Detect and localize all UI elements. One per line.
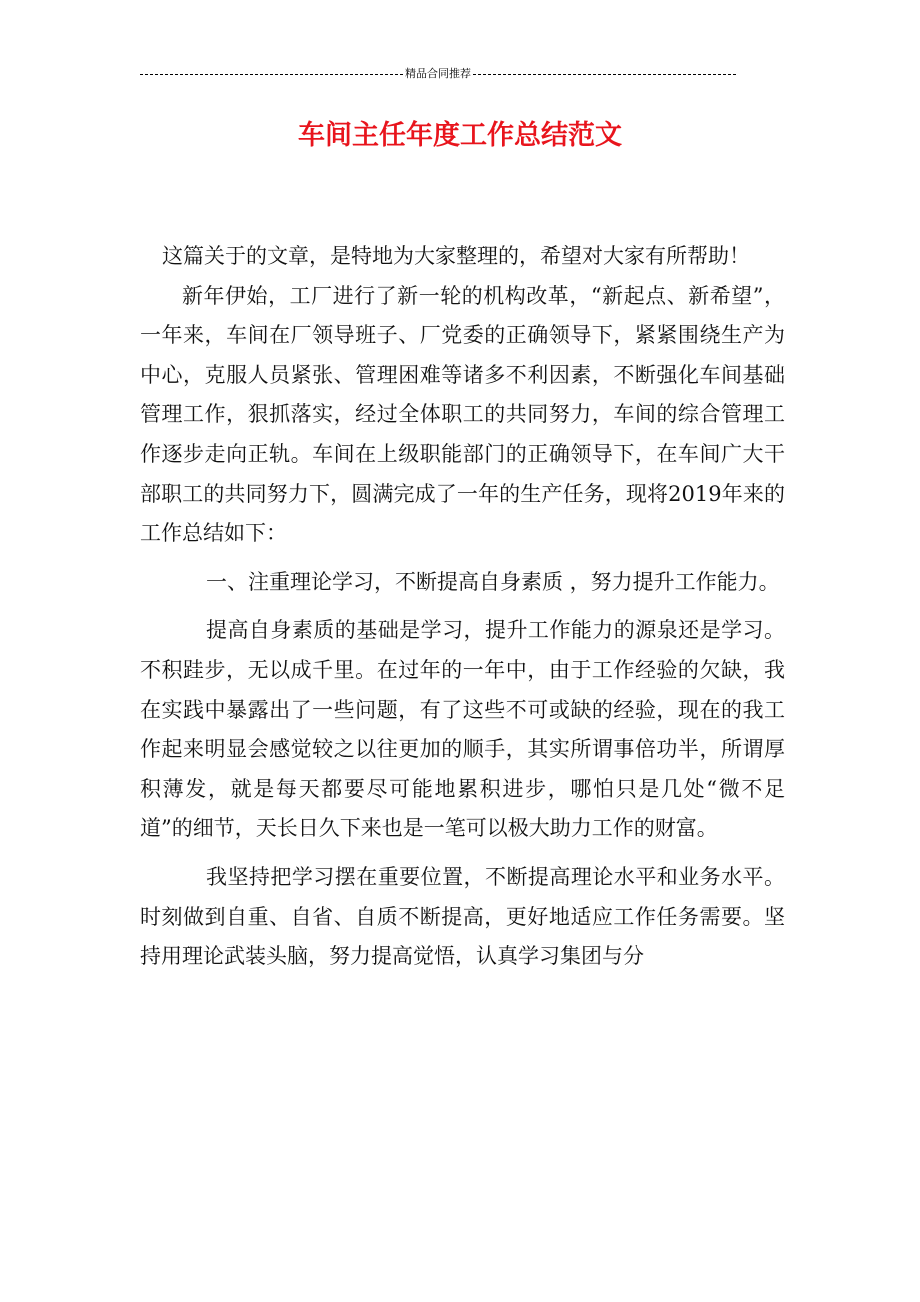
paragraph-3: 我坚持把学习摆在重要位置，不断提高理论水平和业务水平。时刻做到自重、自省、自质不断提高，更好地适应工作任务需要。坚持用理论武装头脑，努力提高觉悟，认真学习集团与分 xyxy=(140,864,785,969)
page-header xyxy=(140,66,736,82)
section-heading-1: 一、注重理论学习，不断提高自身素质 ，努力提升工作能力。 xyxy=(206,569,780,594)
document-title: 车间主任年度工作总结范文 xyxy=(298,120,622,151)
paragraph-1: 新年伊始，工厂进行了新一轮的机构改革，“新起点、新希望”，一年来，车间在厂领导班子、厂党委的正确领导下，紧紧围绕生产为中心，克服人员紧张、管理困难等诸多不利因素，不断强化车间基础管理工作，狠抓落实，经过全体职工的共同努力，车间的综合管理工作逐步走向正轨。车间在上级职能部门的正确领导下，在车间广大干部职工的共同努力下，圆满完成了一年的生产任务，现将2019年来的工作总结如下： xyxy=(140,283,785,546)
document-body xyxy=(140,237,785,977)
paragraph-2: 提高自身素质的基础是学习，提升工作能力的源泉还是学习。不积跬步，无以成千里。在过年的一年中，由于工作经验的欠缺，我在实践中暴露出了一些问题，有了这些不可或缺的经验，现在的我工作起来明显会感觉较之以往更加的顺手，其实所谓事倍功半，所谓厚积薄发，就是每天都要尽可能地累积进步，哪怕只是几处“微不足道”的细节，天长日久下来也是一笔可以极大助力工作的财富。 xyxy=(140,618,785,841)
header-dash-right xyxy=(473,74,736,75)
intro-paragraph: 这篇关于的文章，是特地为大家整理的，希望对大家有所帮助！ xyxy=(162,244,750,268)
header-dash-left xyxy=(140,74,403,75)
header-label: 精品合同推荐 xyxy=(405,67,471,80)
